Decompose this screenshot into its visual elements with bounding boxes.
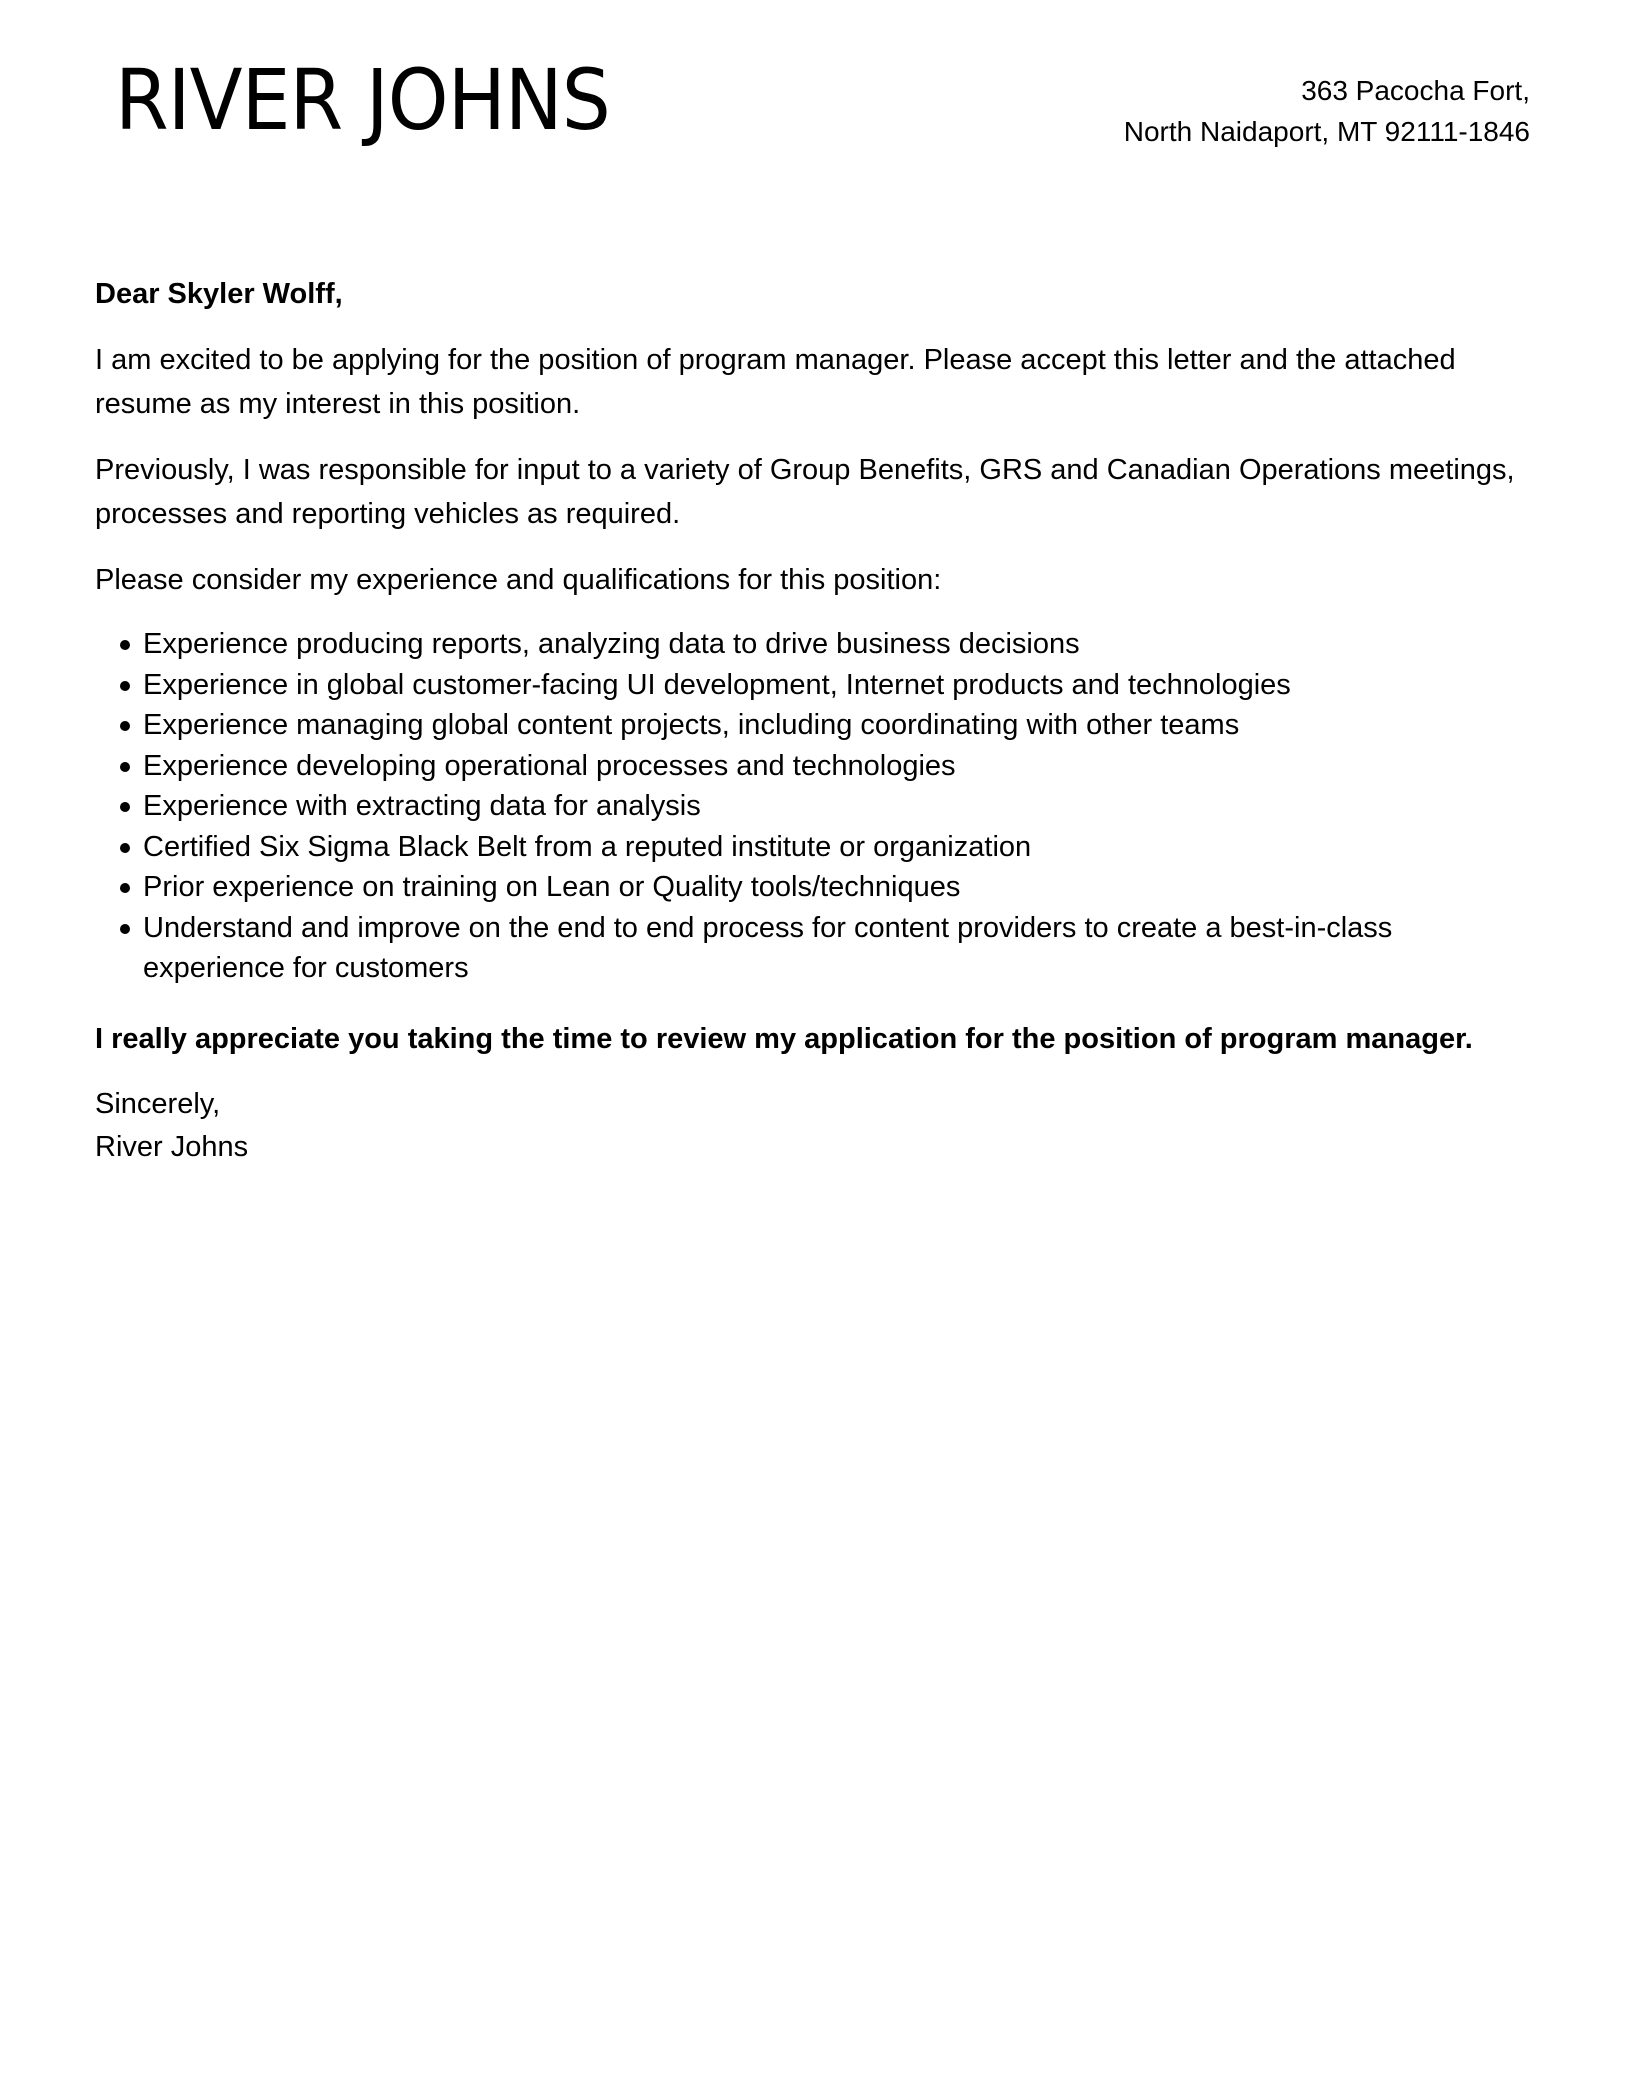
- qualification-item: [95, 827, 1535, 868]
- experience-paragraph: Previously, I was responsible for input to a variety of Group Benefits, GRS and Canadian Operations meetings, processes and reporting vehicles as required.: [95, 454, 1515, 530]
- qualification-text: Experience managing global content projects, including coordinating with other teams: [143, 709, 1240, 741]
- signoff-block: [95, 1083, 1535, 1169]
- applicant-name: RIVER JOHNS: [115, 51, 610, 149]
- salutation: Dear Skyler Wolff,: [95, 278, 343, 310]
- qualification-text: Experience producing reports, analyzing data to drive business decisions: [143, 628, 1080, 660]
- bullet-icon: [120, 924, 130, 934]
- qualification-text: Prior experience on training on Lean or Quality tools/techniques: [143, 871, 961, 903]
- bullet-icon: [120, 802, 130, 812]
- qualification-item: [95, 867, 1535, 908]
- signoff: Sincerely,: [95, 1087, 221, 1120]
- qualification-text: Certified Six Sigma Black Belt from a reputed institute or organization: [143, 830, 1032, 863]
- signature: River Johns: [95, 1130, 249, 1163]
- qualification-text: Experience with extracting data for analysis: [143, 790, 701, 822]
- qualification-item: [95, 624, 1535, 665]
- address-line-2: North Naidaport, MT 92111-1846: [1123, 116, 1530, 147]
- closing-statement: I really appreciate you taking the time to review my application for the position of program manager.: [95, 1022, 1473, 1055]
- bullet-icon: [120, 762, 130, 772]
- bullet-icon: [120, 843, 130, 853]
- qualification-item: [95, 705, 1535, 746]
- intro-paragraph: I am excited to be applying for the position of program manager. Please accept this letter and the attached resume as my interest in this position.: [95, 344, 1456, 420]
- letter-header: [0, 0, 1632, 200]
- bullet-icon: [120, 681, 130, 691]
- qualification-item: [95, 786, 1535, 827]
- qualification-text: Experience developing operational processes and technologies: [143, 749, 956, 782]
- applicant-address: [1124, 70, 1530, 152]
- bullet-icon: [120, 640, 130, 650]
- address-line-1: 363 Pacocha Fort,: [1301, 75, 1530, 106]
- qualification-item: [95, 746, 1535, 787]
- qualification-item: [95, 665, 1535, 706]
- qualification-text: Understand and improve on the end to end process for content providers to create a best-in-class experience for customers: [143, 911, 1393, 984]
- qualifications-list: [95, 624, 1535, 989]
- qualification-item: [95, 908, 1535, 989]
- qualification-text: Experience in global customer-facing UI development, Internet products and technologies: [143, 668, 1291, 701]
- qualifications-intro: Please consider my experience and qualifications for this position:: [95, 564, 942, 596]
- bullet-icon: [120, 883, 130, 893]
- letter-body: [95, 272, 1535, 1169]
- bullet-icon: [120, 721, 130, 731]
